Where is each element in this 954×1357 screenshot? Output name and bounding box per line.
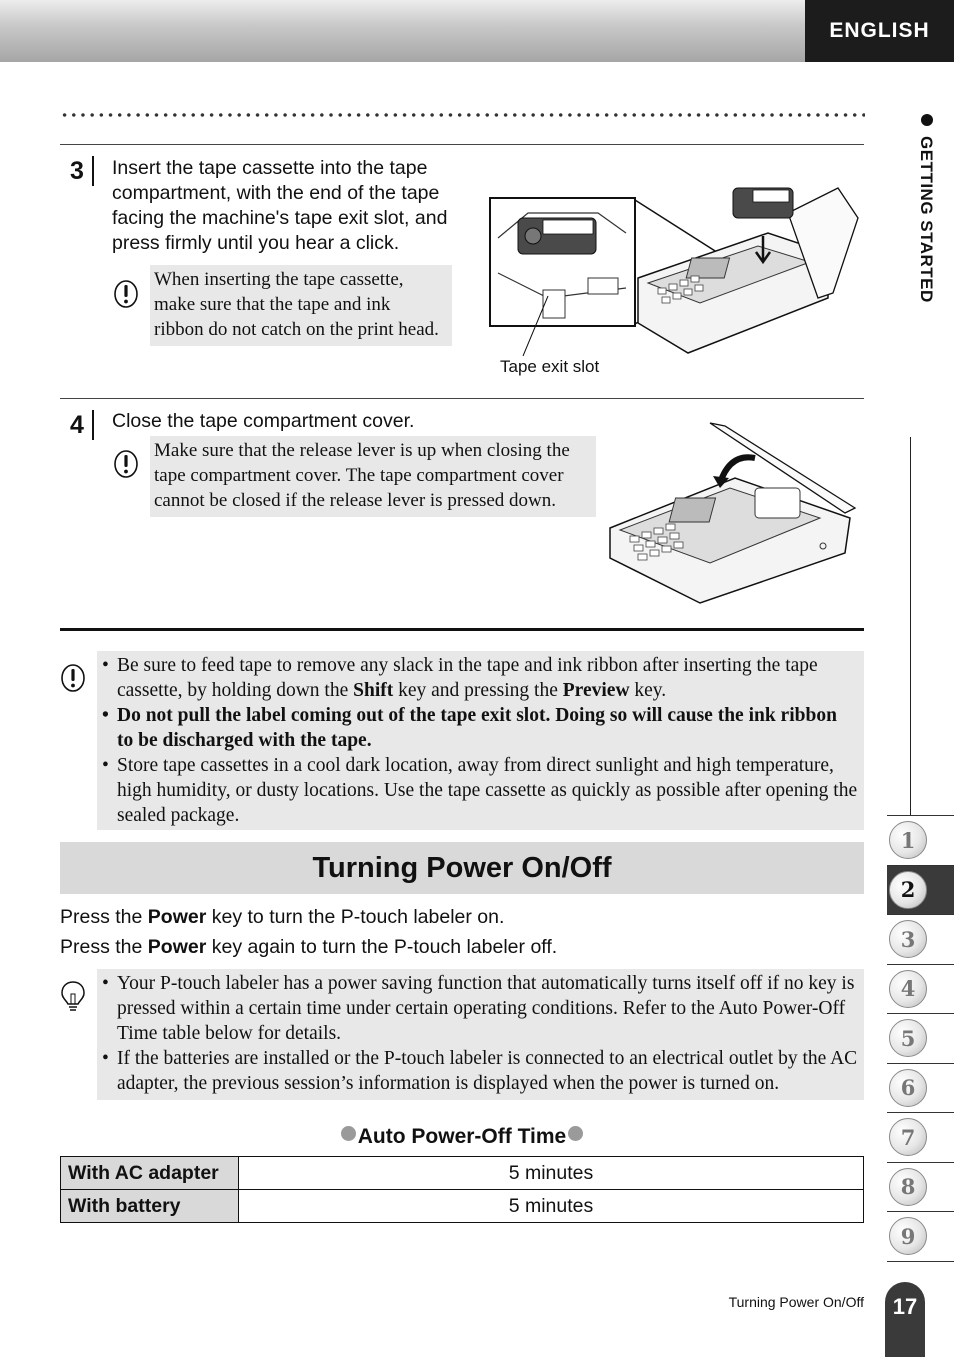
tip-list	[97, 969, 864, 1100]
step-number: 4	[62, 410, 94, 440]
row-header: With AC adapter	[61, 1157, 239, 1190]
step-instruction: Insert the tape cassette into the tape compartment, with the end of the tape facing the machine's tape exit slot, and press firmly until you hear a click.	[112, 157, 448, 254]
tape-cassette-illustration	[488, 178, 863, 358]
header-band	[0, 0, 805, 62]
chapter-tabs	[887, 815, 954, 1262]
side-section-label: GETTING STARTED	[918, 114, 938, 344]
caution-icon	[113, 279, 139, 309]
chapter-tab-9[interactable]: 9	[887, 1211, 954, 1261]
caution-icon	[113, 449, 139, 479]
caution-note: Make sure that the release lever is up when closing the tape compartment cover. The tape compartment cover cannot be closed if the release lever is pressed down.	[150, 436, 596, 517]
chapter-tab-1[interactable]: 1	[887, 815, 954, 865]
caution-item: • Be sure to feed tape to remove any slack in the tape and ink ribbon after inserting the tape cassette, by holding down the Shift key and pressing the Preview key.	[117, 653, 858, 703]
chapter-tab-5[interactable]: 5	[887, 1013, 954, 1063]
rule	[60, 144, 864, 145]
row-header: With battery	[61, 1190, 239, 1223]
page-number: 17	[885, 1282, 925, 1357]
table-title: Auto Power-Off Time	[60, 1125, 864, 1149]
tip-item: • If the batteries are installed or the P-touch labeler is connected to an electrical outlet by the AC adapter, the previous session’s information is displayed when the power is turned on.	[117, 1046, 858, 1096]
instruction-paragraph: Press the Power key to turn the P-touch labeler on.	[60, 906, 505, 928]
instruction-paragraph: Press the Power key again to turn the P-touch labeler off.	[60, 936, 558, 958]
chapter-tab-8[interactable]: 8	[887, 1162, 954, 1212]
table-row	[61, 1157, 864, 1190]
row-value: 5 minutes	[239, 1190, 864, 1223]
section-rule	[60, 628, 864, 631]
side-rule	[910, 437, 911, 815]
lightbulb-icon	[60, 980, 86, 1014]
language-tab: ENGLISH	[805, 0, 954, 62]
bullet-dot-icon	[341, 1126, 356, 1141]
caution-item: • Do not pull the label coming out of the tape exit slot. Doing so will cause the ink ribbon to be discharged with the tape.	[117, 703, 858, 753]
bullet-dot-icon	[921, 114, 933, 126]
tip-item: • Your P-touch labeler has a power saving function that automatically turns itself off if no key is pressed within a certain time under certain operating conditions. Refer to the Auto Power-Off Time table below for details.	[117, 971, 858, 1046]
caution-icon	[60, 663, 86, 693]
chapter-tab-7[interactable]: 7	[887, 1112, 954, 1162]
chapter-tab-2[interactable]: 2	[887, 865, 954, 915]
caution-note: When inserting the tape cassette, make sure that the tape and ink ribbon do not catch on the print head.	[150, 265, 452, 346]
chapter-tab-6[interactable]: 6	[887, 1063, 954, 1113]
illustration-caption: Tape exit slot	[500, 357, 600, 376]
step-number: 3	[62, 156, 94, 186]
running-title: Turning Power On/Off	[728, 1294, 864, 1310]
chapter-tabs-end	[887, 1261, 954, 1262]
chapter-tab-4[interactable]: 4	[887, 964, 954, 1014]
step-instruction: Close the tape compartment cover.	[112, 410, 415, 432]
bullet-dot-icon	[568, 1126, 583, 1141]
caution-list	[97, 651, 864, 830]
section-title: Turning Power On/Off	[60, 842, 864, 894]
close-cover-illustration	[605, 418, 860, 608]
dotted-divider	[60, 112, 865, 118]
table-row	[61, 1190, 864, 1223]
chapter-tab-3[interactable]: 3	[887, 914, 954, 964]
caution-item: • Store tape cassettes in a cool dark location, away from direct sunlight and high temperature, high humidity, or dusty locations. Use the tape cassette as quickly as possible after opening the sealed package.	[117, 753, 858, 828]
auto-power-off-table	[60, 1156, 864, 1223]
row-value: 5 minutes	[239, 1157, 864, 1190]
rule	[60, 398, 864, 399]
